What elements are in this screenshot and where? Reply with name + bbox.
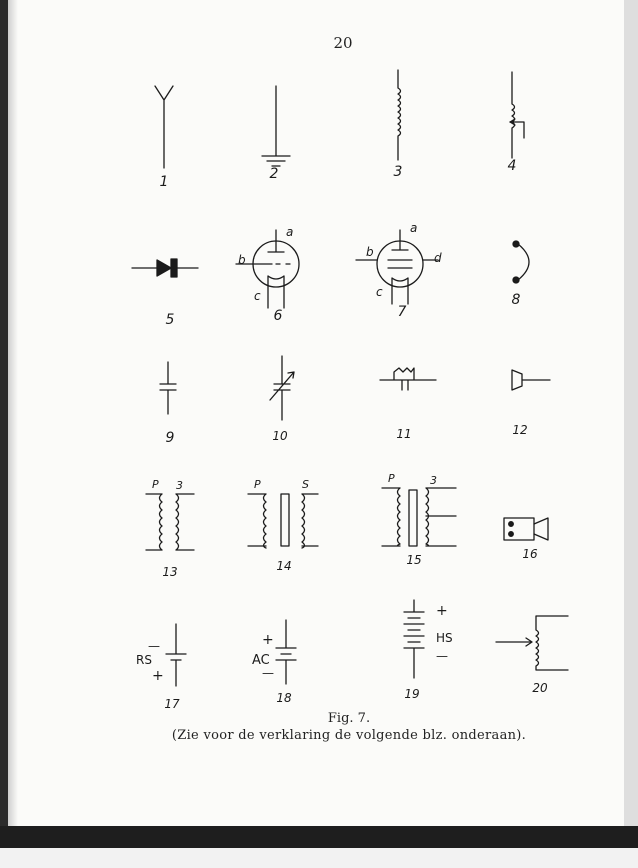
battery-sign-minus: — [262,666,274,680]
symbol-number: 9 [165,430,175,446]
tube-label-grid: b [366,245,374,259]
transformer-label-primary: P [152,478,159,491]
figure-caption: Fig. 7. [327,711,371,726]
symbol-antenna [155,86,173,168]
transformer-label-secondary: 3 [430,474,437,487]
symbol-number: 7 [397,304,407,320]
symbol-number: 16 [522,547,538,561]
battery-sign-plus: + [262,632,274,648]
symbol-low-tension-battery [166,624,186,686]
figure-description: (Zie voor de verklaring de volgende blz. onderaan). [171,728,527,743]
transformer-label-secondary: 3 [176,479,183,492]
tube-label-cathode: c [376,285,383,299]
battery-sign-minus: — [148,639,160,653]
symbol-number: 12 [512,423,528,437]
symbol-number: 18 [276,691,292,705]
symbol-number: 19 [404,687,420,701]
transformer-label-primary: P [254,478,261,491]
tube-label-anode: a [286,225,294,239]
symbol-tapped-transformer [382,488,456,546]
symbol-number: 14 [276,559,292,573]
symbol-high-tension-battery [404,600,424,678]
symbol-headphone [513,241,529,283]
symbol-number: 3 [393,164,403,180]
symbol-number: 20 [532,681,548,695]
symbol-accumulator [276,620,296,684]
symbol-number: 8 [511,292,521,308]
battery-sign-plus: + [436,603,448,619]
transformer-label-secondary: S [302,478,309,491]
tube-label-second-grid: d [434,251,442,265]
symbol-loudspeaker [512,370,550,390]
symbol-number: 11 [396,427,412,441]
tube-label-cathode: c [254,289,261,303]
symbol-number: 6 [273,308,283,324]
tube-label-anode: a [410,221,418,235]
symbol-potentiometer [496,616,568,670]
page-number: 20 [333,34,353,52]
battery-label-hs: HS [436,631,453,645]
symbol-number: 10 [272,429,288,443]
symbol-triode-tube [236,230,299,308]
symbol-number: 1 [159,174,169,190]
symbol-microphone [504,518,548,540]
symbol-number: 4 [507,158,517,174]
transformer-label-primary: P [388,472,395,485]
symbol-iron-core-transformer [248,494,318,548]
symbol-earth [262,86,290,166]
symbol-number: 13 [162,565,178,579]
symbol-number: 15 [406,553,422,567]
tube-label-grid: b [238,253,246,267]
symbol-number: 2 [269,166,279,182]
battery-sign-plus: + [152,668,164,684]
symbol-capacitor [160,362,176,414]
symbol-double-grid-tube [356,230,438,304]
battery-sign-minus: — [436,649,448,663]
symbol-grid-leak [380,368,436,390]
symbol-number: 17 [164,697,180,711]
symbol-variable-capacitor [270,356,294,420]
symbol-variable-coil [510,72,524,158]
battery-label-ac: AC [252,653,270,668]
symbol-coil [398,70,401,160]
symbol-number: 5 [165,312,175,328]
symbol-transformer [146,494,194,550]
symbol-crystal-detector [132,259,198,277]
battery-label-rs: RS [136,653,152,667]
